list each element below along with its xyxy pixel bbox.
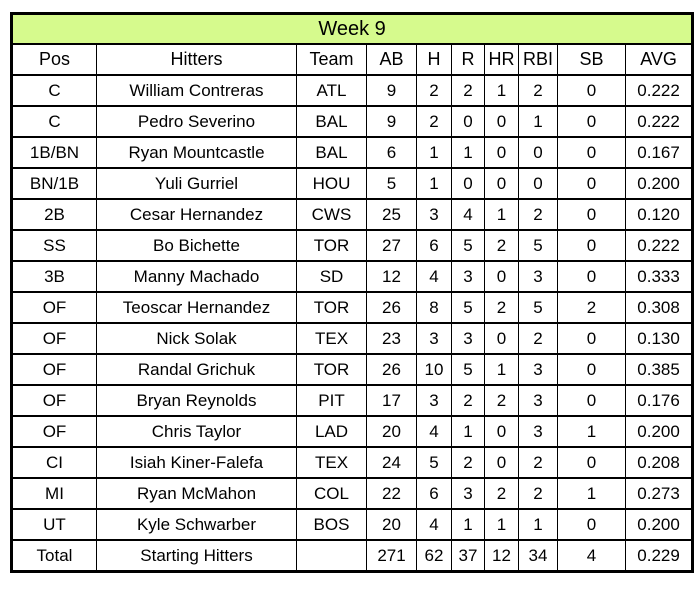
player-row-12-team: LAD: [297, 416, 367, 447]
column-header-h: H: [417, 44, 452, 75]
total-row-hitters: Starting Hitters: [97, 540, 297, 572]
player-row-11-h: 3: [417, 385, 452, 416]
player-row-7-avg: 0.333: [626, 261, 693, 292]
player-row-4-r: 0: [452, 168, 485, 199]
player-row-7-ab: 12: [367, 261, 417, 292]
player-row-2-avg: 0.222: [626, 106, 693, 137]
player-row-7-r: 3: [452, 261, 485, 292]
total-row: [12, 540, 693, 572]
player-row-11-pos: OF: [12, 385, 97, 416]
total-row-avg: 0.229: [626, 540, 693, 572]
player-row-11-avg: 0.176: [626, 385, 693, 416]
player-row-13-ab: 24: [367, 447, 417, 478]
player-row-13-team: TEX: [297, 447, 367, 478]
player-row-8-avg: 0.308: [626, 292, 693, 323]
player-row-12-avg: 0.200: [626, 416, 693, 447]
total-row-r: 37: [452, 540, 485, 572]
column-header-avg: AVG: [626, 44, 693, 75]
player-row-1-avg: 0.222: [626, 75, 693, 106]
player-row-6-hr: 2: [485, 230, 519, 261]
player-row-2: [12, 106, 693, 137]
column-header-sb: SB: [558, 44, 626, 75]
player-row-13-hr: 0: [485, 447, 519, 478]
column-header-rbi: RBI: [519, 44, 558, 75]
player-row-9-hr: 0: [485, 323, 519, 354]
player-row-15-avg: 0.200: [626, 509, 693, 540]
player-row-15-r: 1: [452, 509, 485, 540]
player-row-5-team: CWS: [297, 199, 367, 230]
player-row-12-rbi: 3: [519, 416, 558, 447]
player-row-14-team: COL: [297, 478, 367, 509]
player-row-4-rbi: 0: [519, 168, 558, 199]
column-header-r: R: [452, 44, 485, 75]
player-row-11: [12, 385, 693, 416]
player-row-4-hitters: Yuli Gurriel: [97, 168, 297, 199]
player-row-8-pos: OF: [12, 292, 97, 323]
player-row-13-pos: CI: [12, 447, 97, 478]
player-row-8: [12, 292, 693, 323]
total-row-hr: 12: [485, 540, 519, 572]
player-row-3-avg: 0.167: [626, 137, 693, 168]
player-row-7-team: SD: [297, 261, 367, 292]
player-row-12-sb: 1: [558, 416, 626, 447]
player-row-7-hr: 0: [485, 261, 519, 292]
player-row-12: [12, 416, 693, 447]
player-row-10-r: 5: [452, 354, 485, 385]
player-row-12-ab: 20: [367, 416, 417, 447]
player-row-14-avg: 0.273: [626, 478, 693, 509]
player-row-6-hitters: Bo Bichette: [97, 230, 297, 261]
player-row-3-r: 1: [452, 137, 485, 168]
column-header-hr: HR: [485, 44, 519, 75]
player-row-5-avg: 0.120: [626, 199, 693, 230]
column-header-ab: AB: [367, 44, 417, 75]
player-row-6: [12, 230, 693, 261]
player-row-6-h: 6: [417, 230, 452, 261]
total-row-pos: Total: [12, 540, 97, 572]
total-row-h: 62: [417, 540, 452, 572]
player-row-9-sb: 0: [558, 323, 626, 354]
player-row-6-r: 5: [452, 230, 485, 261]
player-row-7-hitters: Manny Machado: [97, 261, 297, 292]
player-row-13-sb: 0: [558, 447, 626, 478]
player-row-4-hr: 0: [485, 168, 519, 199]
player-row-8-team: TOR: [297, 292, 367, 323]
player-row-9-avg: 0.130: [626, 323, 693, 354]
player-row-9-ab: 23: [367, 323, 417, 354]
player-row-13-r: 2: [452, 447, 485, 478]
player-row-4: [12, 168, 693, 199]
player-row-14-sb: 1: [558, 478, 626, 509]
player-row-12-r: 1: [452, 416, 485, 447]
player-row-2-h: 2: [417, 106, 452, 137]
column-header-pos: Pos: [12, 44, 97, 75]
player-row-13-hitters: Isiah Kiner-Falefa: [97, 447, 297, 478]
player-row-5-ab: 25: [367, 199, 417, 230]
player-row-3-h: 1: [417, 137, 452, 168]
player-row-3-rbi: 0: [519, 137, 558, 168]
player-row-6-ab: 27: [367, 230, 417, 261]
player-row-7-sb: 0: [558, 261, 626, 292]
player-row-14-ab: 22: [367, 478, 417, 509]
column-header-hitters: Hitters: [97, 44, 297, 75]
player-row-2-ab: 9: [367, 106, 417, 137]
player-row-12-h: 4: [417, 416, 452, 447]
player-row-8-ab: 26: [367, 292, 417, 323]
player-row-9: [12, 323, 693, 354]
player-row-4-ab: 5: [367, 168, 417, 199]
player-row-6-sb: 0: [558, 230, 626, 261]
player-row-1-pos: C: [12, 75, 97, 106]
player-row-13-h: 5: [417, 447, 452, 478]
player-row-14: [12, 478, 693, 509]
player-row-1-h: 2: [417, 75, 452, 106]
player-row-15-hitters: Kyle Schwarber: [97, 509, 297, 540]
player-row-14-pos: MI: [12, 478, 97, 509]
player-row-1: [12, 75, 693, 106]
player-row-4-avg: 0.200: [626, 168, 693, 199]
player-row-5-r: 4: [452, 199, 485, 230]
player-row-15-ab: 20: [367, 509, 417, 540]
player-row-7-h: 4: [417, 261, 452, 292]
header-row: [12, 44, 693, 75]
player-row-14-hr: 2: [485, 478, 519, 509]
player-row-5-pos: 2B: [12, 199, 97, 230]
player-row-9-team: TEX: [297, 323, 367, 354]
player-row-3-hr: 0: [485, 137, 519, 168]
player-row-1-rbi: 2: [519, 75, 558, 106]
player-row-8-hitters: Teoscar Hernandez: [97, 292, 297, 323]
player-row-14-r: 3: [452, 478, 485, 509]
player-row-5-hitters: Cesar Hernandez: [97, 199, 297, 230]
player-row-9-h: 3: [417, 323, 452, 354]
player-row-11-rbi: 3: [519, 385, 558, 416]
player-row-2-team: BAL: [297, 106, 367, 137]
player-row-10: [12, 354, 693, 385]
player-row-10-rbi: 3: [519, 354, 558, 385]
player-row-12-pos: OF: [12, 416, 97, 447]
player-row-4-h: 1: [417, 168, 452, 199]
player-row-14-hitters: Ryan McMahon: [97, 478, 297, 509]
player-row-14-rbi: 2: [519, 478, 558, 509]
player-row-5-hr: 1: [485, 199, 519, 230]
player-row-1-r: 2: [452, 75, 485, 106]
player-row-6-pos: SS: [12, 230, 97, 261]
total-row-ab: 271: [367, 540, 417, 572]
player-row-15-hr: 1: [485, 509, 519, 540]
player-row-12-hr: 0: [485, 416, 519, 447]
player-row-8-rbi: 5: [519, 292, 558, 323]
player-row-11-sb: 0: [558, 385, 626, 416]
player-row-6-team: TOR: [297, 230, 367, 261]
total-row-team: [297, 540, 367, 572]
player-row-7-pos: 3B: [12, 261, 97, 292]
player-row-4-pos: BN/1B: [12, 168, 97, 199]
player-row-5-sb: 0: [558, 199, 626, 230]
player-row-2-sb: 0: [558, 106, 626, 137]
player-row-3-ab: 6: [367, 137, 417, 168]
player-row-11-team: PIT: [297, 385, 367, 416]
player-row-4-sb: 0: [558, 168, 626, 199]
player-row-7: [12, 261, 693, 292]
player-row-10-h: 10: [417, 354, 452, 385]
player-row-2-pos: C: [12, 106, 97, 137]
player-row-8-sb: 2: [558, 292, 626, 323]
player-row-15-h: 4: [417, 509, 452, 540]
player-row-3-hitters: Ryan Mountcastle: [97, 137, 297, 168]
player-row-10-pos: OF: [12, 354, 97, 385]
player-row-8-r: 5: [452, 292, 485, 323]
player-row-9-rbi: 2: [519, 323, 558, 354]
player-row-5-h: 3: [417, 199, 452, 230]
player-row-11-hitters: Bryan Reynolds: [97, 385, 297, 416]
player-row-5: [12, 199, 693, 230]
player-row-8-hr: 2: [485, 292, 519, 323]
player-row-6-avg: 0.222: [626, 230, 693, 261]
player-row-3-team: BAL: [297, 137, 367, 168]
player-row-3: [12, 137, 693, 168]
player-row-11-hr: 2: [485, 385, 519, 416]
player-row-9-r: 3: [452, 323, 485, 354]
player-row-15-rbi: 1: [519, 509, 558, 540]
player-row-12-hitters: Chris Taylor: [97, 416, 297, 447]
player-row-4-team: HOU: [297, 168, 367, 199]
total-row-rbi: 34: [519, 540, 558, 572]
player-row-14-h: 6: [417, 478, 452, 509]
player-row-10-hitters: Randal Grichuk: [97, 354, 297, 385]
player-row-2-rbi: 1: [519, 106, 558, 137]
player-row-13-rbi: 2: [519, 447, 558, 478]
player-row-13: [12, 447, 693, 478]
player-row-3-pos: 1B/BN: [12, 137, 97, 168]
week-title: Week 9: [12, 14, 693, 45]
player-row-2-r: 0: [452, 106, 485, 137]
player-row-13-avg: 0.208: [626, 447, 693, 478]
player-row-10-hr: 1: [485, 354, 519, 385]
player-row-15-team: BOS: [297, 509, 367, 540]
player-row-15: [12, 509, 693, 540]
player-row-10-avg: 0.385: [626, 354, 693, 385]
player-row-3-sb: 0: [558, 137, 626, 168]
column-header-team: Team: [297, 44, 367, 75]
player-row-1-hitters: William Contreras: [97, 75, 297, 106]
title-row: [12, 14, 693, 45]
player-row-9-hitters: Nick Solak: [97, 323, 297, 354]
player-row-7-rbi: 3: [519, 261, 558, 292]
player-row-8-h: 8: [417, 292, 452, 323]
player-row-15-pos: UT: [12, 509, 97, 540]
player-row-11-r: 2: [452, 385, 485, 416]
player-row-2-hr: 0: [485, 106, 519, 137]
player-row-1-team: ATL: [297, 75, 367, 106]
weekly-hitters-stats-table: [10, 12, 694, 573]
player-row-1-hr: 1: [485, 75, 519, 106]
player-row-10-team: TOR: [297, 354, 367, 385]
player-row-11-ab: 17: [367, 385, 417, 416]
player-row-6-rbi: 5: [519, 230, 558, 261]
total-row-sb: 4: [558, 540, 626, 572]
player-row-2-hitters: Pedro Severino: [97, 106, 297, 137]
player-row-9-pos: OF: [12, 323, 97, 354]
player-row-5-rbi: 2: [519, 199, 558, 230]
player-row-1-ab: 9: [367, 75, 417, 106]
player-row-10-ab: 26: [367, 354, 417, 385]
player-row-10-sb: 0: [558, 354, 626, 385]
player-row-15-sb: 0: [558, 509, 626, 540]
player-row-1-sb: 0: [558, 75, 626, 106]
